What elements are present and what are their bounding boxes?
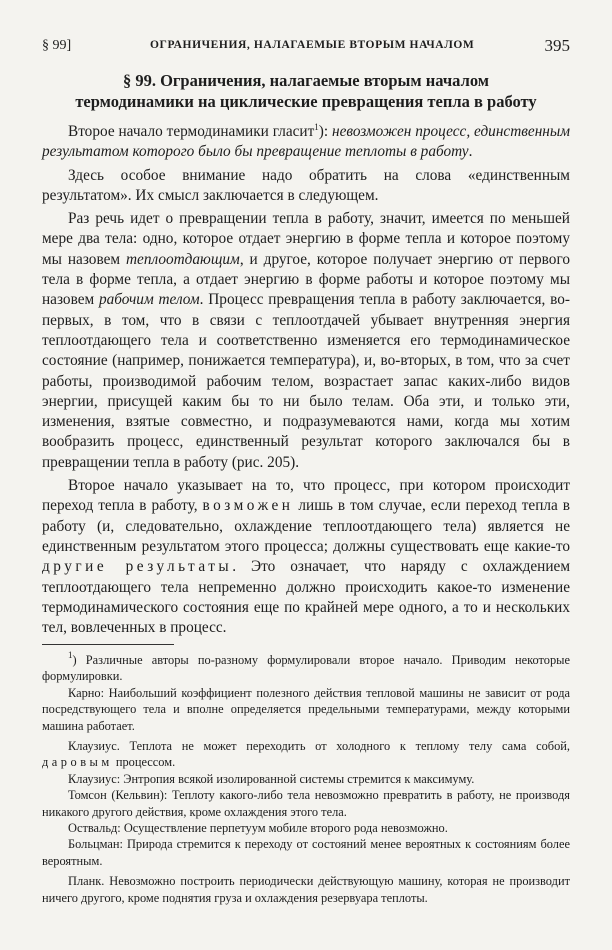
- section-heading: [42, 70, 570, 112]
- footnote-planck: Планк. Невозможно построить периодически действующую машину, которая не производит ничего другого, кроме поднятия груза и охлаждения резервуара теплоты.: [42, 874, 570, 905]
- footnote-clausius-1: [42, 738, 570, 771]
- footnote-clausius-2: Клаузиус: Энтропия всякой изолированной системы стремится к максимуму.: [68, 771, 475, 786]
- footnote-carnot: Карно: Наибольший коэффициент полезного действия тепловой машины не зависит от рода посредствующего тела и вполне определяется предельными температурами, между которыми машина работает.: [42, 685, 570, 733]
- paragraph-1-colon: ):: [318, 123, 333, 140]
- clausius-1-part-c: процессом.: [112, 755, 176, 770]
- term-heat-giving-body: теплоотдающим: [125, 250, 240, 268]
- paragraph-4-part-c: лишь в том случае, если переход тепла в работу (и, следовательно, охлаждение теплоотдающего тела) является не единственным результатом этого процесса; должны существовать еще какие-то: [42, 497, 570, 555]
- spaced-words-other-results: другие результаты: [42, 558, 233, 576]
- footnote-divider: [42, 644, 174, 645]
- footnote-1: [42, 652, 570, 685]
- clausius-1-part-a: Клаузиус. Теплота не может переходить от холодного к теплому телу сама собой,: [68, 739, 570, 754]
- paragraph-3-part-c: , и другое, которое получает энергию от первого тела в форме тепла, а отдает энергию в форме работы и которое поэтому мы назовем: [42, 250, 570, 309]
- term-working-body: рабочим телом: [98, 291, 200, 309]
- footnotes: [42, 652, 570, 906]
- second-law-statement: невозможен процесс, единственным результатом которого было бы превращение теплоты в работу: [42, 123, 570, 161]
- running-head: [42, 36, 570, 58]
- paragraph-3-part-e: . Процесс превращения тепла в работу заключается, во-первых, в том, что в связи с теплоотдачей убывает внутренняя энергия теплоотдающего тела и соответственно изменяется его термодинамическое состояние (например, понижается температура), и, во-вторых, в том, что за счет работы, производимой рабочим телом, возрастает запас каких-либо видов энергии, присущей каким бы то ни было телам. Оба эти, и только эти, изменения, взятые совместно, и подразумеваются нами, когда мы хотим вообразить процесс, единственный результат которого заключался бы в превращении тепла в работу (рис. 205).: [42, 291, 570, 471]
- paragraph-4: [42, 476, 570, 638]
- footnote-ref-1: 1: [314, 122, 319, 132]
- running-head-title: ОГРАНИЧЕНИЯ, НАЛАГАЕМЫЕ ВТОРЫМ НАЧАЛОМ: [150, 39, 475, 51]
- paragraph-2: Здесь особое внимание надо обратить на слова «единственным результатом». Их смысл заключается в следующем.: [42, 166, 570, 204]
- paragraph-3-part-a: Раз речь идет о превращении тепла в работу, значит, имеется по меньшей мере два тела: одно, которое отдает энергию в форме тепла и которое поэтому мы назовем: [42, 210, 570, 268]
- footnote-thomson: Томсон (Кельвин): Теплоту какого-либо тела невозможно превратить в работу, не производя никакого другого действия, кроме охлаждения этого тела.: [42, 788, 570, 819]
- page-number: 395: [544, 36, 570, 55]
- paragraph-1-end: .: [468, 143, 473, 161]
- footnote-1-text: ) Различные авторы по-разному формулировали второе начало. Приводим некоторые формулировки.: [42, 653, 570, 684]
- paragraph-4-part-a: Второе начало указывает на то, что процесс, при котором происходит переход тепла в работу,: [42, 477, 570, 515]
- paragraph-4-part-e: . Это означает, что наряду с охлаждением теплоотдающего тела непременно должно происходить какое-то изменение термодинамического состояния еще по крайней мере одного, а то и нескольких тел, вовлеченных в процесс.: [42, 558, 571, 637]
- spaced-word-free: даровым: [42, 755, 113, 770]
- paragraph-1: [42, 122, 570, 163]
- section-heading-line-2: термодинамики на циклические превращения тепла в работу: [75, 92, 537, 111]
- footnote-mark: 1: [68, 650, 73, 660]
- section-heading-line-1: § 99. Ограничения, налагаемые вторым началом: [122, 71, 490, 90]
- paragraph-1-lead: Второе начало термодинамики гласит: [68, 123, 315, 140]
- footnote-boltzmann: Больцман: Природа стремится к переходу от состояний менее вероятных к состояниям более вероятным.: [42, 837, 570, 868]
- spaced-word-possible: возможен: [202, 497, 294, 515]
- body-text: [42, 122, 570, 638]
- footnote-ostwald: Оствальд: Осуществление перпетуум мобиле второго рода невозможно.: [68, 821, 448, 836]
- running-head-section: § 99]: [42, 38, 72, 53]
- paragraph-3: [42, 209, 570, 473]
